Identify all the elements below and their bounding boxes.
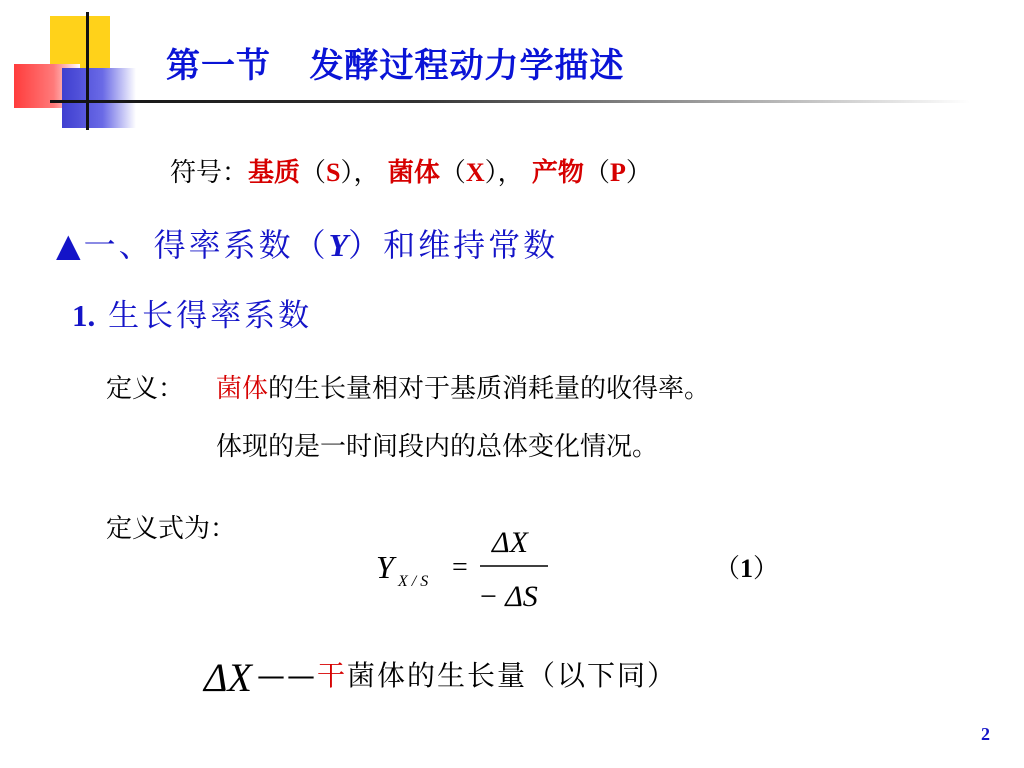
formula-lhs-symbol: Y <box>376 549 394 585</box>
formula-equals: = <box>452 552 468 583</box>
equation-number <box>714 548 779 585</box>
page-title: 第一节 发酵过程动力学描述 <box>166 46 625 86</box>
eq-close-paren: ） <box>753 554 780 584</box>
paren-close: ） <box>340 158 354 188</box>
product-label: 产物 <box>531 158 584 188</box>
subsection-title: 生长得率系数 <box>108 298 313 334</box>
formula-denominator: − ΔS <box>478 580 538 613</box>
subsection-number: 1. <box>72 298 96 333</box>
section-title-post: ）和维持常数 <box>348 226 559 264</box>
logo-vertical-rule <box>86 12 89 130</box>
title-underline-rule <box>50 100 970 103</box>
eq-number-value: 1 <box>740 554 754 583</box>
paren-close: ） <box>484 158 498 188</box>
symbols-line <box>170 152 652 189</box>
definition-text <box>216 368 710 405</box>
formula-label: 定义式为： <box>106 514 237 544</box>
page-number: 2 <box>981 724 990 744</box>
separator: ， <box>353 158 380 188</box>
paren-open: （ <box>583 158 610 188</box>
logo-blue-block <box>62 68 136 128</box>
definition-highlight: 菌体 <box>216 374 269 404</box>
eq-open-paren: （ <box>714 554 741 584</box>
formula-numerator: ΔX <box>492 526 528 559</box>
triangle-marker-icon: ▲ <box>56 226 84 264</box>
biomass-label: 菌体 <box>387 158 440 188</box>
delta-x-symbol: ΔX <box>204 655 252 700</box>
paren-close: ） <box>625 158 652 188</box>
paren-open: （ <box>300 158 327 188</box>
section-heading <box>56 220 558 266</box>
biomass-symbol: X <box>465 158 485 187</box>
substrate-label: 基质 <box>248 158 301 188</box>
formula-lhs-subscript: X / S <box>398 573 429 590</box>
delta-description: 菌体的生长量（以下同） <box>347 659 678 692</box>
definition-body: 的生长量相对于基质消耗量的收得率。 <box>268 374 711 404</box>
delta-note <box>204 654 677 701</box>
product-symbol: P <box>609 158 626 187</box>
separator: ， <box>497 158 524 188</box>
substrate-symbol: S <box>326 158 341 187</box>
definition-label: 定义： <box>106 374 185 404</box>
section-title-symbol: Y <box>328 227 349 263</box>
symbols-prefix: 符号： <box>170 158 249 188</box>
yield-formula <box>370 520 570 616</box>
definition-text-2: 体现的是一时间段内的总体变化情况。 <box>216 432 659 462</box>
section-title-pre: 一、得率系数（ <box>83 226 329 264</box>
paren-open: （ <box>439 158 466 188</box>
subsection-heading <box>72 290 312 335</box>
delta-dash: —— <box>257 659 318 692</box>
delta-highlight: 干 <box>317 659 348 692</box>
